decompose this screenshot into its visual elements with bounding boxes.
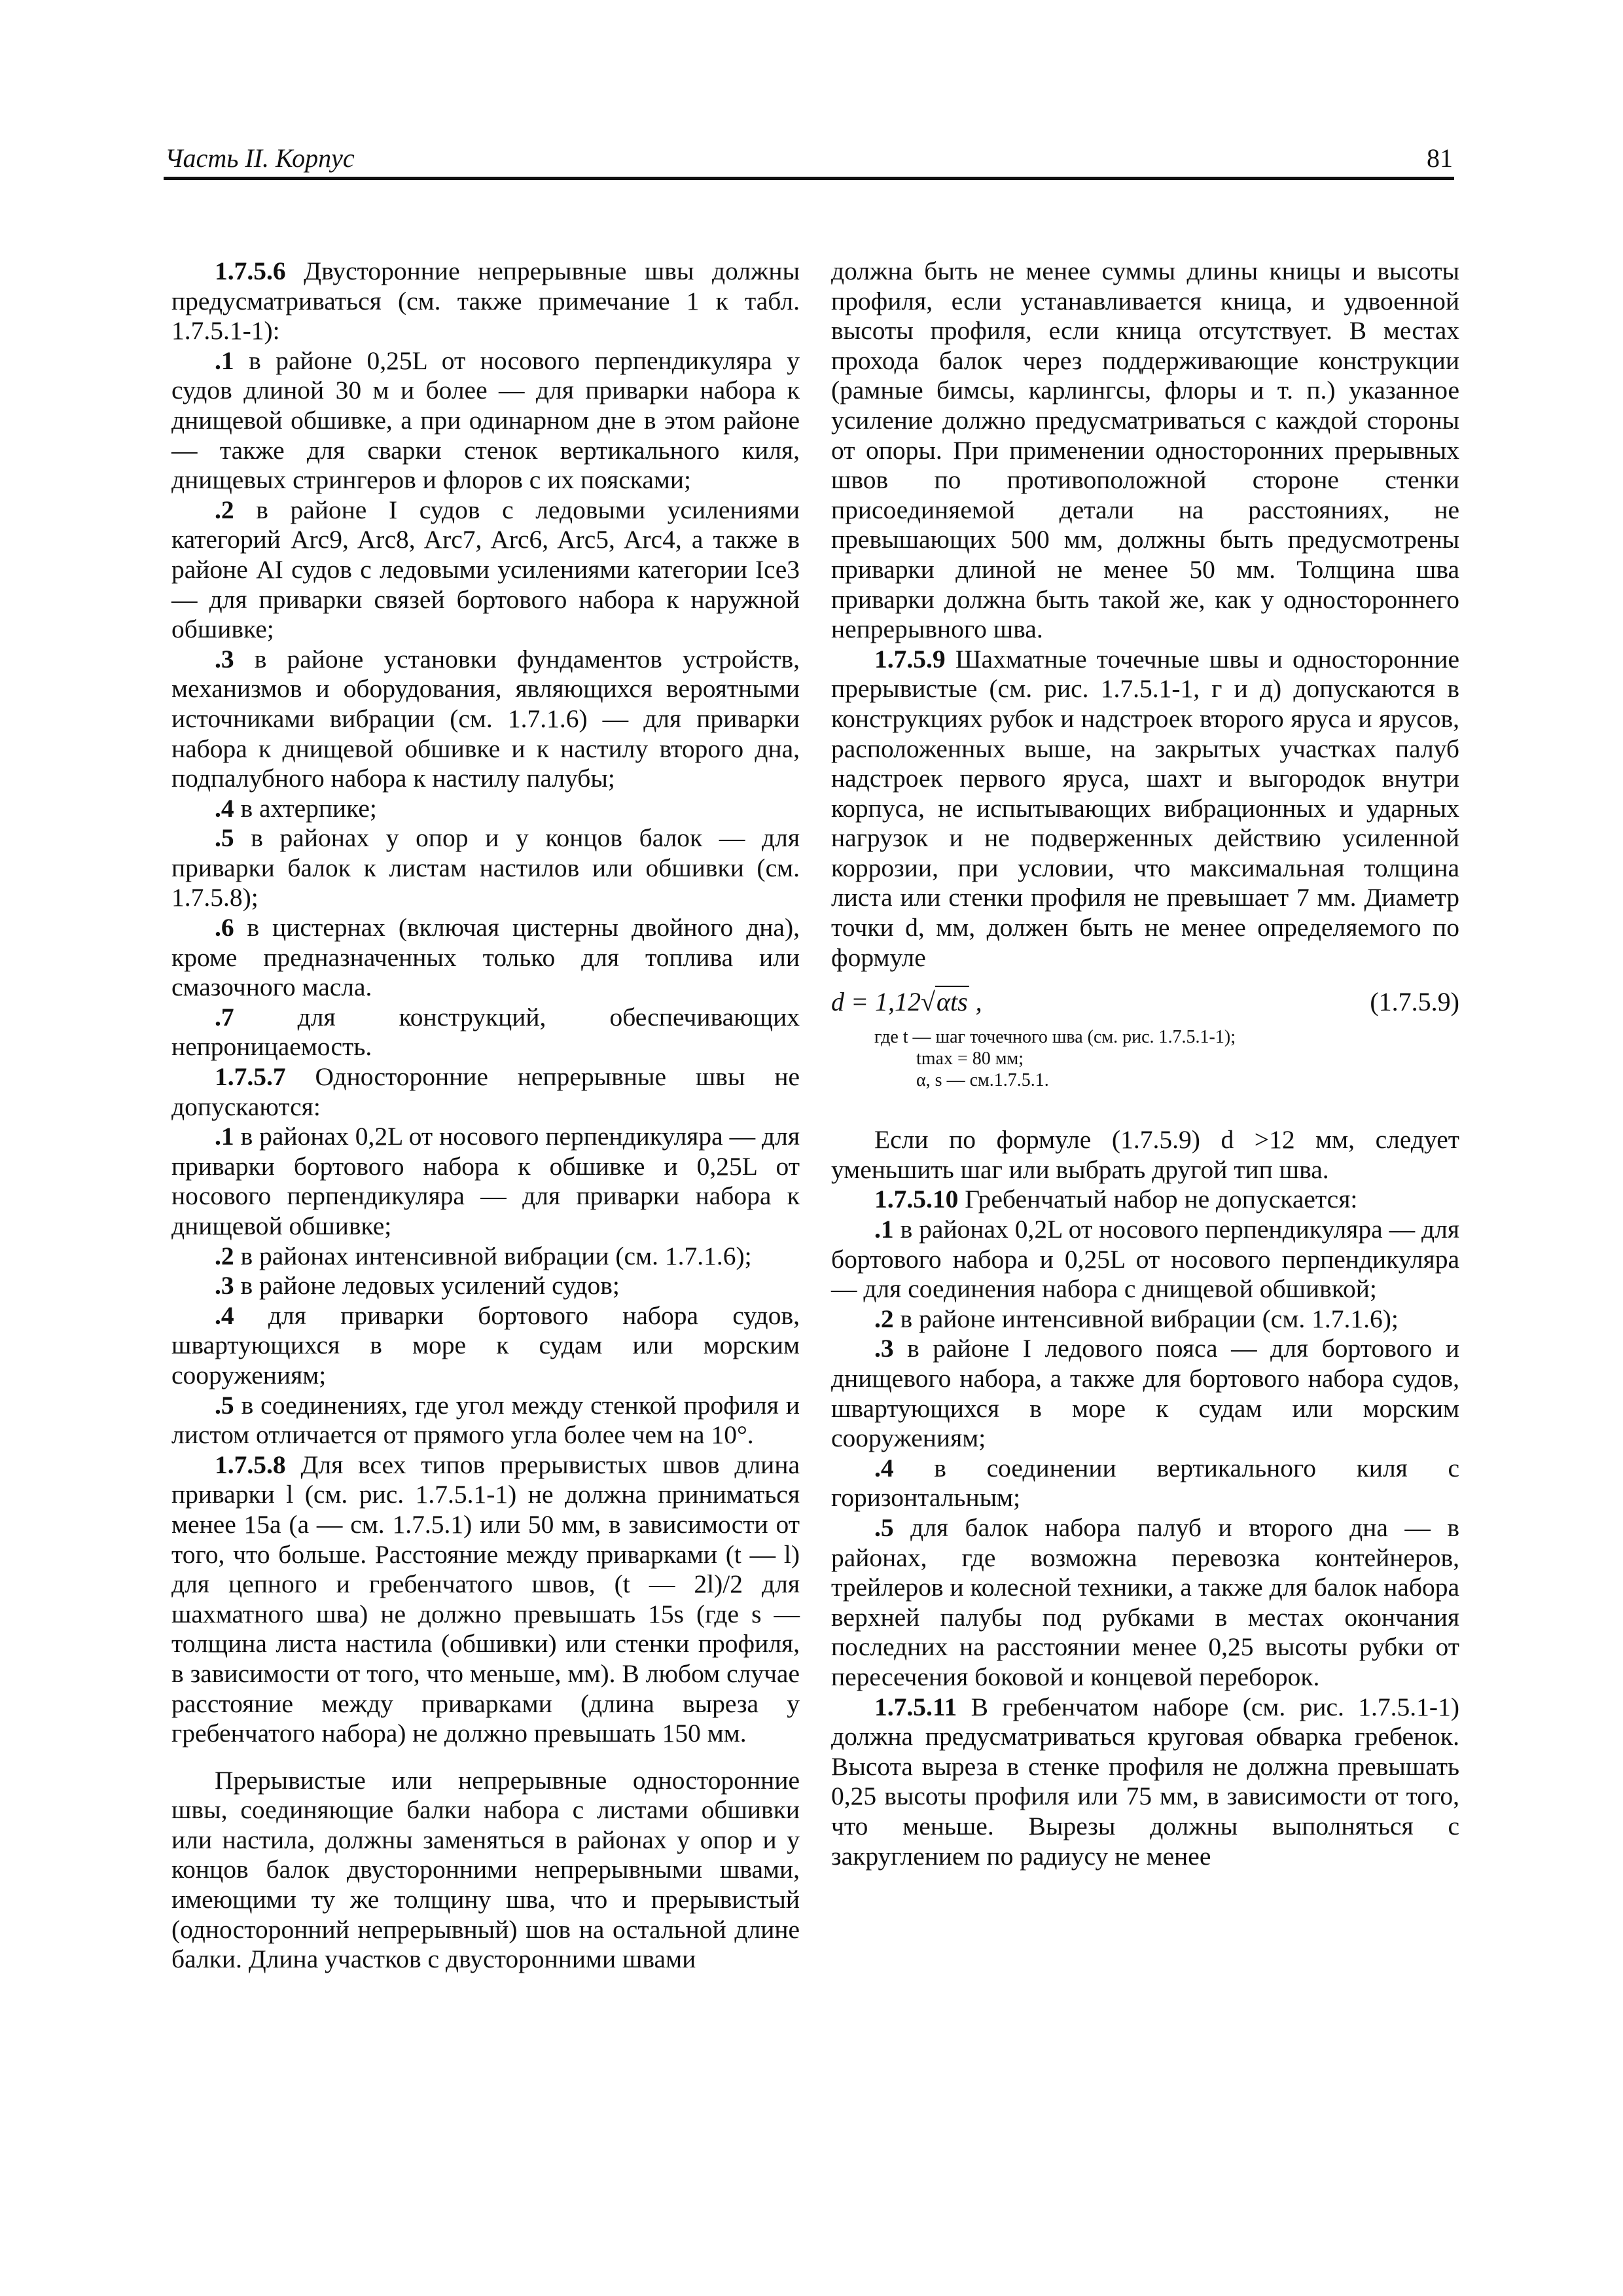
formula-legend-text: α, s — см.1.7.5.1. (916, 1070, 1049, 1091)
paragraph-text: в районе 0,25L от носового перпендикуляра у судов длиной 30 м и более — для приварки набора к днищевой обшивке, а при одинарном дне в этом районе — также для сварки стенок вертикального киля, днищевых стрингеров и флоров с их поясками; (171, 346, 800, 495)
paragraph (171, 823, 800, 913)
item-number: .6 (215, 913, 234, 942)
paragraph (831, 1693, 1459, 1872)
formula-number: (1.7.5.9) (1370, 987, 1459, 1017)
paragraph (171, 1122, 800, 1241)
paragraph-text: в районе I судов с ледовыми усилениями категорий Arc9, Arc8, Arc7, Arc6, Arc5, Arc4, а также в районе AI судов с ледовыми усилениями категории Ice3 — для приварки связей бортового набора к наружной обшивке; (171, 495, 800, 644)
paragraph (831, 1304, 1459, 1335)
header-rule (164, 177, 1454, 180)
paragraph-text: в районе установки фундаментов устройств, механизмов и оборудования, являющихся вероятными источниками вибрации (см. 1.7.1.6) — для приварки набора к днищевой обшивке и к настилу второго дна, подпалубного набора к настилу палубы; (171, 644, 800, 793)
page-header (165, 143, 1453, 177)
paragraph (171, 495, 800, 645)
left-column (171, 257, 800, 1975)
paragraph-text: в районах у опор и у концов балок — для приварки балок к листам настилов или обшивки (см. 1.7.5.8); (171, 823, 800, 912)
paragraph (171, 1391, 800, 1450)
paragraph (171, 257, 800, 346)
paragraph (831, 1334, 1459, 1453)
paragraph-text: для приварки бортового набора судов, швартующихся в море к судам или морским сооружениям; (171, 1300, 800, 1390)
paragraph (171, 346, 800, 495)
paragraph (831, 257, 1459, 645)
paragraph-text: в районе I ледового пояса — для бортового и днищевого набора, а также для бортового набора судов, швартующихся в море к судам или морским сооружениям; (831, 1334, 1459, 1453)
item-number: .7 (215, 1002, 234, 1031)
paragraph-text: Шахматные точечные швы и односторонние прерывистые (см. рис. 1.7.5.1-1, г и д) допускаются в конструкциях рубок и надстроек второго яруса и ярусов, расположенных выше, на закрытых участках палуб надстроек первого яруса, шахт и выгородок внутри корпуса, не испытывающих вибрационных и ударных нагрузок и не подверженных действию усиленной коррозии, при условии, что максимальная толщина листа или стенки профиля не превышает 7 мм. Диаметр точки d, мм, должен быть не менее определяемого по формуле (831, 644, 1459, 972)
paragraph-text: Двусторонние непрерывные швы должны предусматриваться (см. также примечание 1 к табл. 1.7.5.1-1): (171, 257, 800, 346)
paragraph-text: в районе интенсивной вибрации (см. 1.7.1.6); (893, 1304, 1399, 1333)
clause-number: 1.7.5.6 (215, 257, 286, 285)
formula-expression: d = 1,12√αts , (831, 987, 982, 1017)
paragraph-text: Гребенчатый набор не допускается: (958, 1185, 1358, 1214)
item-number: .5 (215, 1390, 234, 1420)
item-number: .4 (874, 1453, 894, 1482)
right-column (831, 257, 1459, 1871)
item-number: .4 (215, 793, 234, 823)
clause-number: 1.7.5.11 (874, 1692, 957, 1721)
item-number: .2 (215, 495, 234, 524)
paragraph-text: должна быть не менее суммы длины кницы и высоты профиля, если устанавливается кница, и удвоенной высоты профиля, если кница отсутствует. В местах прохода балок через поддерживающие конструкции (рамные бимсы, карлингсы, флоры и т. п.) указанное усиление должно предусматриваться с каждой стороны от опоры. При применении односторонних прерывных швов по противоположной стороне стенки присоединяемой детали на расстояниях, не превышающих 500 мм, должны быть предусмотрены приварки длиной не менее 50 мм. Толщина шва приварки должна быть такой же, как у одностороннего непрерывного шва. (831, 257, 1459, 644)
paragraph (831, 645, 1459, 973)
paragraph-text: в соединении вертикального киля с горизонтальным; (831, 1453, 1459, 1513)
paragraph (171, 1766, 800, 1975)
running-title: Часть II. Корпус (165, 143, 355, 173)
paragraph (171, 1301, 800, 1391)
paragraph-text: для конструкций, обеспечивающих непроницаемость. (171, 1002, 800, 1062)
item-number: .4 (215, 1300, 234, 1330)
paragraph-text: в соединениях, где угол между стенкой профиля и листом отличается от прямого угла более чем на 10°. (171, 1390, 800, 1450)
item-number: .1 (215, 346, 234, 375)
item-number: .5 (215, 823, 234, 853)
item-number: .5 (874, 1513, 894, 1542)
page-number: 81 (1427, 143, 1453, 173)
item-number: .3 (874, 1334, 894, 1363)
paragraph (171, 1450, 800, 1749)
paragraph (831, 1513, 1459, 1693)
item-number: .3 (215, 1271, 234, 1300)
paragraph-text: Для всех типов прерывистых швов длина приварки l (см. рис. 1.7.5.1-1) не должна приниматься менее 15a (a — см. 1.7.5.1) или 50 мм, в зависимости от того, что больше. Расстояние между приварками (t — l) для цепного и гребенчатого швов, (t — 2l)/2 для шахматного шва) не должно превышать 15s (где s — толщина листа настила (обшивки) или стенки профиля, в зависимости от того, что меньше, мм). В любом случае расстояние между приварками (длина выреза у гребенчатого набора) не должно превышать 150 мм. (171, 1450, 800, 1748)
formula-legend-line (831, 1069, 1459, 1091)
paragraph-text: в районе ледовых усилений судов; (234, 1271, 620, 1300)
paragraph-text: для балок набора палуб и второго дна — в районах, где возможна перевозка контейнеров, трейлеров и колесной техники, а также для балок набора верхней палубы под рубками в местах окончания последних на расстоянии менее 0,25 высоты рубки от пересечения боковой и концевой переборок. (831, 1513, 1459, 1691)
paragraph-text: В гребенчатом наборе (см. рис. 1.7.5.1-1) должна предусматриваться круговая обварка гребенок. Высота выреза в стенке профиля не должна превышать 0,25 высоты профиля или 75 мм, в зависимости от того, что меньше. Вырезы должны выполняться с закруглением по радиусу не менее (831, 1692, 1459, 1871)
paragraph (171, 794, 800, 824)
formula-radicand: αts (936, 987, 968, 1017)
item-number: .3 (215, 644, 234, 673)
clause-number: 1.7.5.10 (874, 1185, 959, 1214)
item-number: .2 (874, 1304, 894, 1333)
paragraph (171, 1062, 800, 1122)
paragraph-text: Односторонние непрерывные швы не допускаются: (171, 1062, 800, 1121)
formula (831, 987, 1459, 1026)
paragraph (171, 1242, 800, 1272)
formula-legend-line (831, 1048, 1459, 1069)
formula-legend-text: tmax = 80 мм; (916, 1049, 1024, 1069)
paragraph (831, 1185, 1459, 1215)
paragraph-text: в ахтерпике; (234, 793, 377, 823)
paragraph-text: в районах 0,2L от носового перпендикуляра — для приварки бортового набора к обшивке и 0,25L от носового перпендикуляра — для приварки набора к днищевой обшивке; (171, 1122, 800, 1240)
formula-legend-line: где t — шаг точечного шва (см. рис. 1.7.5.1-1); (874, 1027, 1236, 1048)
formula-tail: , (969, 987, 982, 1017)
item-number: .1 (874, 1215, 894, 1244)
item-number: .2 (215, 1241, 234, 1270)
paragraph (171, 1271, 800, 1301)
paragraph (831, 1125, 1459, 1185)
paragraph (171, 913, 800, 1003)
item-number: .1 (215, 1122, 234, 1151)
paragraph (831, 1454, 1459, 1513)
paragraph-text: Прерывистые или непрерывные односторонние швы, соединяющие балки набора с листами обшивки или настила, должны заменяться в районах у опор и у концов балок двусторонними непрерывными швами, имеющими ту же толщину шва, что и прерывистый (односторонний непрерывный) шов на остальной длине балки. Длина участков с двусторонними швами (171, 1765, 800, 1974)
clause-number: 1.7.5.8 (215, 1450, 286, 1479)
paragraph-text: в районах интенсивной вибрации (см. 1.7.1.6); (234, 1241, 752, 1270)
paragraph (171, 1003, 800, 1062)
paragraph-text: в районах 0,2L от носового перпендикуляра — для бортового набора и 0,25L от носового перпендикуляра — для соединения набора с днищевой обшивкой; (831, 1215, 1459, 1304)
formula-lhs: d = 1,12 (831, 987, 921, 1017)
paragraph-text: Если по формуле (1.7.5.9) d >12 мм, следует уменьшить шаг или выбрать другой тип шва. (831, 1125, 1459, 1184)
paragraph-text: в цистернах (включая цистерны двойного дна), кроме предназначенных только для топлива или смазочного масла. (171, 913, 800, 1002)
clause-number: 1.7.5.7 (215, 1062, 286, 1092)
paragraph (171, 645, 800, 794)
paragraph (831, 1215, 1459, 1304)
clause-number: 1.7.5.9 (874, 644, 946, 673)
